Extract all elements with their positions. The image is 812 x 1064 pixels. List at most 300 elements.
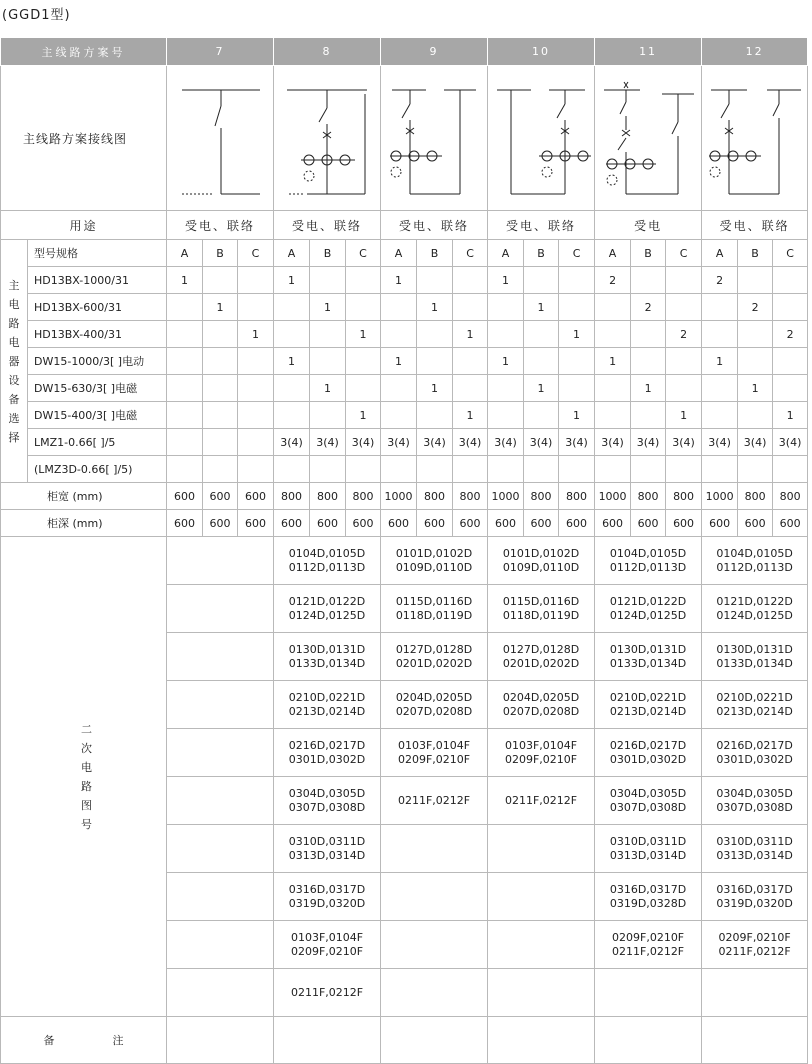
equipment-qty bbox=[559, 456, 595, 483]
equipment-qty bbox=[310, 348, 346, 375]
group-label-char: 路 bbox=[8, 316, 20, 330]
equipment-qty bbox=[381, 402, 417, 429]
secondary-code-cell bbox=[274, 681, 381, 729]
secondary-code-cell bbox=[488, 729, 595, 777]
secondary-code-line: 0118D,0119D bbox=[502, 608, 580, 622]
use-value: 受电、联络 bbox=[381, 211, 488, 240]
equipment-qty bbox=[702, 375, 738, 402]
depth_row-value: 600 bbox=[381, 510, 417, 537]
secondary-code-line: 0213D,0214D bbox=[609, 704, 687, 718]
page-caption: (GGD1型) bbox=[2, 8, 71, 23]
secondary-code-line: 0211F,0212F bbox=[397, 793, 471, 807]
wiring-diagram-7 bbox=[167, 66, 274, 211]
group-label-char: 选 bbox=[8, 411, 20, 425]
equipment-qty bbox=[595, 294, 631, 321]
group-label-char: 电 bbox=[8, 335, 20, 349]
group-label-char: 设 bbox=[8, 373, 20, 387]
secondary-code-line: 0130D,0131D bbox=[716, 642, 793, 656]
equipment-qty bbox=[238, 429, 274, 456]
equipment-qty bbox=[238, 402, 274, 429]
equipment-qty bbox=[238, 375, 274, 402]
equipment-qty: 1 bbox=[595, 348, 631, 375]
secondary-code-line: 0133D,0134D bbox=[716, 656, 793, 670]
secondary-code-line: 0201D,0202D bbox=[395, 656, 473, 670]
equipment-qty bbox=[167, 402, 203, 429]
secondary-code-cell bbox=[381, 777, 488, 825]
equipment-qty bbox=[381, 294, 417, 321]
use-value: 受电、联络 bbox=[702, 211, 808, 240]
secondary-code-line: 0207D,0208D bbox=[502, 704, 580, 718]
equipment-qty bbox=[738, 456, 773, 483]
secondary-code-cell bbox=[381, 681, 488, 729]
equipment-qty bbox=[702, 294, 738, 321]
secondary-code-line: 0103F,0104F bbox=[504, 738, 578, 752]
equipment-qty: 2 bbox=[773, 321, 808, 348]
secondary-code-line: 0103F,0104F bbox=[290, 930, 364, 944]
equipment-qty bbox=[524, 267, 559, 294]
equipment-qty bbox=[702, 402, 738, 429]
equipment-qty bbox=[738, 321, 773, 348]
secondary-code-line: 0213D,0214D bbox=[288, 704, 366, 718]
wiring-diagram-8 bbox=[274, 66, 381, 211]
secondary-code-line: 0319D,0320D bbox=[288, 896, 366, 910]
secondary-code-cell bbox=[381, 825, 488, 873]
equipment-name: HD13BX-400/31 bbox=[28, 321, 167, 348]
secondary-code-line: 0301D,0302D bbox=[609, 752, 687, 766]
equipment-qty: 1 bbox=[453, 321, 488, 348]
depth_row-value: 600 bbox=[488, 510, 524, 537]
equipment-qty bbox=[238, 267, 274, 294]
secondary-code-cell bbox=[274, 729, 381, 777]
depth_row-value: 600 bbox=[666, 510, 702, 537]
secondary-code-line: 0207D,0208D bbox=[395, 704, 473, 718]
note-label bbox=[1, 1017, 167, 1064]
secondary-code-cell bbox=[381, 633, 488, 681]
group-label-char: 电 bbox=[8, 297, 20, 311]
secondary-code-line: 0216D,0217D bbox=[288, 738, 366, 752]
abc-header: C bbox=[346, 240, 381, 267]
secondary-code-cell bbox=[595, 873, 702, 921]
equipment-qty bbox=[381, 375, 417, 402]
secondary-code-cell bbox=[702, 825, 808, 873]
scheme-table bbox=[0, 37, 808, 1064]
equipment-qty bbox=[346, 348, 381, 375]
abc-header: C bbox=[559, 240, 595, 267]
equipment-qty bbox=[631, 348, 666, 375]
width_row-value: 800 bbox=[274, 483, 310, 510]
secondary-code-line: 0310D,0311D bbox=[609, 834, 687, 848]
equipment-qty: 1 bbox=[310, 294, 346, 321]
diagram-row-label: 主线路方案接线图 bbox=[1, 66, 167, 211]
equipment-qty: 1 bbox=[310, 375, 346, 402]
equipment-qty bbox=[595, 321, 631, 348]
secondary-code-line: 0127D,0128D bbox=[395, 642, 473, 656]
equipment-qty: 2 bbox=[595, 267, 631, 294]
equipment-qty: 1 bbox=[203, 294, 238, 321]
secondary-code-line: 0211F,0212F bbox=[612, 944, 685, 958]
width_row-value: 800 bbox=[773, 483, 808, 510]
abc-header: B bbox=[524, 240, 559, 267]
depth_row-value: 600 bbox=[738, 510, 773, 537]
depth-row bbox=[1, 510, 808, 537]
equipment-qty bbox=[238, 456, 274, 483]
equipment-qty bbox=[417, 348, 453, 375]
spec-header-row bbox=[1, 240, 808, 267]
scheme-no: 10 bbox=[488, 38, 595, 66]
width_row-value: 800 bbox=[417, 483, 453, 510]
secondary-code-cell bbox=[702, 681, 808, 729]
width_row-value: 1000 bbox=[595, 483, 631, 510]
equipment-qty bbox=[417, 321, 453, 348]
equipment-qty bbox=[417, 456, 453, 483]
secondary-code-line: 0313D,0314D bbox=[609, 848, 687, 862]
header-label: 主线路方案号 bbox=[1, 38, 167, 66]
secondary-code-cell bbox=[381, 537, 488, 585]
equipment-qty: 3(4) bbox=[738, 429, 773, 456]
equipment-qty bbox=[203, 321, 238, 348]
secondary-label-char: 二 bbox=[81, 722, 92, 736]
equipment-qty: 1 bbox=[274, 267, 310, 294]
width_row-value: 800 bbox=[524, 483, 559, 510]
secondary-code-line: 0210D,0221D bbox=[716, 690, 793, 704]
secondary-code-cell bbox=[595, 825, 702, 873]
equipment-qty: 1 bbox=[631, 375, 666, 402]
note-cell bbox=[274, 1017, 381, 1064]
equipment-qty bbox=[738, 402, 773, 429]
equipment-qty: 1 bbox=[381, 267, 417, 294]
equipment-qty: 1 bbox=[238, 321, 274, 348]
equipment-row bbox=[1, 348, 808, 375]
header-row bbox=[1, 38, 808, 66]
secondary-code-cell bbox=[488, 777, 595, 825]
secondary-code-cell bbox=[488, 681, 595, 729]
equipment-qty bbox=[453, 348, 488, 375]
width_row-value: 800 bbox=[559, 483, 595, 510]
equipment-name: DW15-400/3[ ]电磁 bbox=[28, 402, 167, 429]
equipment-group-label bbox=[1, 240, 28, 483]
equipment-qty bbox=[488, 294, 524, 321]
secondary-code-line: 0216D,0217D bbox=[609, 738, 687, 752]
equipment-qty bbox=[417, 402, 453, 429]
equipment-qty bbox=[631, 456, 666, 483]
abc-header: A bbox=[167, 240, 203, 267]
secondary-code-line: 0301D,0302D bbox=[288, 752, 366, 766]
equipment-qty: 3(4) bbox=[631, 429, 666, 456]
secondary-code-line: 0209F,0210F bbox=[718, 930, 791, 944]
equipment-qty: 2 bbox=[666, 321, 702, 348]
secondary-code-cell bbox=[488, 969, 595, 1017]
equipment-qty: 3(4) bbox=[773, 429, 808, 456]
equipment-qty bbox=[238, 294, 274, 321]
equipment-qty bbox=[631, 267, 666, 294]
secondary-code-cell bbox=[702, 633, 808, 681]
equipment-qty bbox=[453, 375, 488, 402]
secondary-label-char: 次 bbox=[81, 741, 92, 755]
secondary-code-line: 0211F,0212F bbox=[504, 793, 578, 807]
equipment-qty bbox=[453, 456, 488, 483]
depth_row-value: 600 bbox=[417, 510, 453, 537]
equipment-qty bbox=[167, 456, 203, 483]
secondary-code-line: 0316D,0317D bbox=[609, 882, 687, 896]
equipment-qty bbox=[773, 375, 808, 402]
depth_row-value: 600 bbox=[524, 510, 559, 537]
equipment-qty: 1 bbox=[346, 321, 381, 348]
equipment-row bbox=[1, 456, 808, 483]
secondary-code-line: 0310D,0311D bbox=[288, 834, 366, 848]
width_row-value: 800 bbox=[310, 483, 346, 510]
secondary-label-char: 路 bbox=[81, 779, 92, 793]
width_row-value: 1000 bbox=[488, 483, 524, 510]
equipment-qty: 1 bbox=[453, 402, 488, 429]
secondary-code-cell bbox=[274, 537, 381, 585]
secondary-code-line: 0316D,0317D bbox=[716, 882, 793, 896]
secondary-code-line: 0316D,0317D bbox=[288, 882, 366, 896]
secondary-code-line: 0307D,0308D bbox=[288, 800, 366, 814]
note-label-b: 注 bbox=[112, 1034, 124, 1047]
equipment-qty bbox=[346, 294, 381, 321]
secondary-code-line: 0124D,0125D bbox=[716, 608, 793, 622]
secondary-code-cell bbox=[274, 585, 381, 633]
equipment-qty bbox=[167, 348, 203, 375]
equipment-qty: 3(4) bbox=[310, 429, 346, 456]
equipment-qty bbox=[595, 456, 631, 483]
depth_row-label: 柜深 (mm) bbox=[1, 510, 167, 537]
equipment-name: DW15-630/3[ ]电磁 bbox=[28, 375, 167, 402]
secondary-code-line: 0112D,0113D bbox=[716, 560, 793, 574]
secondary-code-cell bbox=[702, 873, 808, 921]
equipment-qty bbox=[274, 321, 310, 348]
secondary-code-line: 0130D,0131D bbox=[609, 642, 687, 656]
wiring-diagram-10 bbox=[488, 66, 595, 211]
equipment-qty bbox=[559, 294, 595, 321]
equipment-qty bbox=[203, 348, 238, 375]
equipment-qty bbox=[631, 402, 666, 429]
secondary-code-line: 0307D,0308D bbox=[609, 800, 687, 814]
secondary-code-cell bbox=[702, 969, 808, 1017]
secondary-code-line: 0210D,0221D bbox=[288, 690, 366, 704]
equipment-qty bbox=[738, 267, 773, 294]
equipment-row bbox=[1, 267, 808, 294]
secondary-code-line: 0101D,0102D bbox=[502, 546, 580, 560]
secondary-code-cell bbox=[595, 585, 702, 633]
secondary-code-line: 0209F,0210F bbox=[397, 752, 471, 766]
secondary-code-cell bbox=[274, 825, 381, 873]
secondary-code-line: 0104D,0105D bbox=[288, 546, 366, 560]
abc-header: A bbox=[381, 240, 417, 267]
equipment-qty: 1 bbox=[524, 375, 559, 402]
equipment-qty bbox=[346, 267, 381, 294]
width_row-value: 800 bbox=[631, 483, 666, 510]
width_row-label: 柜宽 (mm) bbox=[1, 483, 167, 510]
secondary-code-cell bbox=[274, 921, 381, 969]
equipment-name: HD13BX-1000/31 bbox=[28, 267, 167, 294]
abc-header: C bbox=[666, 240, 702, 267]
equipment-qty: 1 bbox=[417, 375, 453, 402]
note-cell bbox=[595, 1017, 702, 1064]
equipment-qty: 2 bbox=[631, 294, 666, 321]
abc-header: B bbox=[203, 240, 238, 267]
equipment-qty: 1 bbox=[381, 348, 417, 375]
equipment-qty bbox=[595, 375, 631, 402]
equipment-qty bbox=[310, 267, 346, 294]
secondary-code-cell bbox=[167, 825, 274, 873]
equipment-qty: 1 bbox=[167, 267, 203, 294]
secondary-label bbox=[1, 537, 167, 1017]
equipment-qty bbox=[773, 456, 808, 483]
equipment-qty bbox=[274, 402, 310, 429]
equipment-qty bbox=[203, 456, 238, 483]
secondary-code-line: 0209F,0210F bbox=[612, 930, 685, 944]
diagram-row bbox=[1, 66, 808, 211]
secondary-code-line: 0213D,0214D bbox=[716, 704, 793, 718]
secondary-code-cell bbox=[595, 537, 702, 585]
equipment-qty bbox=[417, 267, 453, 294]
equipment-qty bbox=[167, 321, 203, 348]
secondary-code-cell bbox=[488, 585, 595, 633]
equipment-qty bbox=[559, 267, 595, 294]
secondary-code-line: 0204D,0205D bbox=[395, 690, 473, 704]
secondary-code-cell bbox=[381, 729, 488, 777]
equipment-qty: 1 bbox=[773, 402, 808, 429]
secondary-code-line: 0301D,0302D bbox=[716, 752, 793, 766]
equipment-qty bbox=[346, 456, 381, 483]
equipment-qty bbox=[167, 294, 203, 321]
equipment-qty bbox=[453, 267, 488, 294]
equipment-qty: 1 bbox=[524, 294, 559, 321]
secondary-code-line: 0133D,0134D bbox=[288, 656, 366, 670]
equipment-qty: 3(4) bbox=[702, 429, 738, 456]
secondary-code-cell bbox=[167, 969, 274, 1017]
equipment-name: DW15-1000/3[ ]电动 bbox=[28, 348, 167, 375]
secondary-code-line: 0307D,0308D bbox=[716, 800, 793, 814]
secondary-code-line: 0304D,0305D bbox=[288, 786, 366, 800]
equipment-qty bbox=[274, 456, 310, 483]
secondary-code-line: 0115D,0116D bbox=[502, 594, 580, 608]
secondary-code-line: 0112D,0113D bbox=[609, 560, 687, 574]
equipment-name: LMZ1-0.66[ ]/5 bbox=[28, 429, 167, 456]
secondary-code-cell bbox=[488, 921, 595, 969]
secondary-code-line: 0211F,0212F bbox=[290, 985, 364, 999]
secondary-code-line: 0104D,0105D bbox=[716, 546, 793, 560]
equipment-qty: 2 bbox=[738, 294, 773, 321]
equipment-qty: 3(4) bbox=[524, 429, 559, 456]
secondary-code-line: 0319D,0320D bbox=[716, 896, 793, 910]
equipment-qty bbox=[203, 375, 238, 402]
secondary-code-line: 0109D,0110D bbox=[395, 560, 473, 574]
scheme-no: 11 bbox=[595, 38, 702, 66]
secondary-code-cell bbox=[167, 537, 274, 585]
equipment-qty bbox=[238, 348, 274, 375]
secondary-code-cell bbox=[702, 729, 808, 777]
secondary-code-cell bbox=[702, 585, 808, 633]
secondary-code-line: 0310D,0311D bbox=[716, 834, 793, 848]
equipment-qty bbox=[595, 402, 631, 429]
equipment-qty bbox=[702, 456, 738, 483]
secondary-code-line: 0121D,0122D bbox=[716, 594, 793, 608]
spec-label: 型号规格 bbox=[28, 240, 167, 267]
equipment-qty bbox=[488, 321, 524, 348]
equipment-qty: 2 bbox=[702, 267, 738, 294]
equipment-qty bbox=[738, 348, 773, 375]
equipment-qty bbox=[666, 267, 702, 294]
depth_row-value: 600 bbox=[346, 510, 381, 537]
abc-header: A bbox=[274, 240, 310, 267]
depth_row-value: 600 bbox=[559, 510, 595, 537]
width_row-value: 600 bbox=[167, 483, 203, 510]
depth_row-value: 600 bbox=[702, 510, 738, 537]
equipment-qty bbox=[203, 429, 238, 456]
depth_row-value: 600 bbox=[310, 510, 346, 537]
equipment-qty bbox=[773, 294, 808, 321]
equipment-qty bbox=[274, 375, 310, 402]
secondary-code-cell bbox=[274, 873, 381, 921]
secondary-code-line: 0121D,0122D bbox=[609, 594, 687, 608]
secondary-code-line: 0121D,0122D bbox=[288, 594, 366, 608]
depth_row-value: 600 bbox=[274, 510, 310, 537]
equipment-qty bbox=[524, 321, 559, 348]
equipment-qty bbox=[666, 456, 702, 483]
wiring-diagram-11 bbox=[595, 66, 702, 211]
note-cell bbox=[702, 1017, 808, 1064]
equipment-qty: 1 bbox=[274, 348, 310, 375]
abc-header: C bbox=[453, 240, 488, 267]
secondary-code-cell bbox=[381, 873, 488, 921]
width_row-value: 800 bbox=[453, 483, 488, 510]
use-label: 用途 bbox=[1, 211, 167, 240]
equipment-qty: 3(4) bbox=[666, 429, 702, 456]
use-row bbox=[1, 211, 808, 240]
equipment-qty: 1 bbox=[417, 294, 453, 321]
equipment-row bbox=[1, 375, 808, 402]
equipment-qty bbox=[488, 402, 524, 429]
equipment-qty bbox=[453, 294, 488, 321]
equipment-qty bbox=[310, 402, 346, 429]
scheme-no: 7 bbox=[167, 38, 274, 66]
equipment-qty: 1 bbox=[666, 402, 702, 429]
group-label-char: 择 bbox=[8, 430, 20, 444]
secondary-code-line: 0124D,0125D bbox=[609, 608, 687, 622]
secondary-code-cell bbox=[702, 777, 808, 825]
secondary-code-line: 0104D,0105D bbox=[609, 546, 687, 560]
secondary-code-cell bbox=[595, 681, 702, 729]
equipment-qty bbox=[631, 321, 666, 348]
secondary-code-cell bbox=[167, 777, 274, 825]
secondary-code-line: 0204D,0205D bbox=[502, 690, 580, 704]
equipment-qty: 3(4) bbox=[346, 429, 381, 456]
secondary-code-cell bbox=[381, 921, 488, 969]
note-cell bbox=[488, 1017, 595, 1064]
equipment-qty: 3(4) bbox=[453, 429, 488, 456]
equipment-qty: 3(4) bbox=[381, 429, 417, 456]
equipment-qty bbox=[702, 321, 738, 348]
equipment-qty: 3(4) bbox=[488, 429, 524, 456]
equipment-qty bbox=[524, 456, 559, 483]
secondary-code-cell bbox=[702, 537, 808, 585]
depth_row-value: 600 bbox=[631, 510, 666, 537]
secondary-code-line: 0216D,0217D bbox=[716, 738, 793, 752]
equipment-qty bbox=[203, 402, 238, 429]
equipment-qty bbox=[559, 375, 595, 402]
secondary-code-line: 0201D,0202D bbox=[502, 656, 580, 670]
scheme-no: 9 bbox=[381, 38, 488, 66]
note-row bbox=[1, 1017, 808, 1064]
secondary-code-line: 0112D,0113D bbox=[288, 560, 366, 574]
equipment-qty: 1 bbox=[559, 321, 595, 348]
equipment-name: HD13BX-600/31 bbox=[28, 294, 167, 321]
abc-header: A bbox=[702, 240, 738, 267]
group-label-char: 备 bbox=[8, 392, 20, 406]
equipment-name: (LMZ3D-0.66[ ]/5) bbox=[28, 456, 167, 483]
